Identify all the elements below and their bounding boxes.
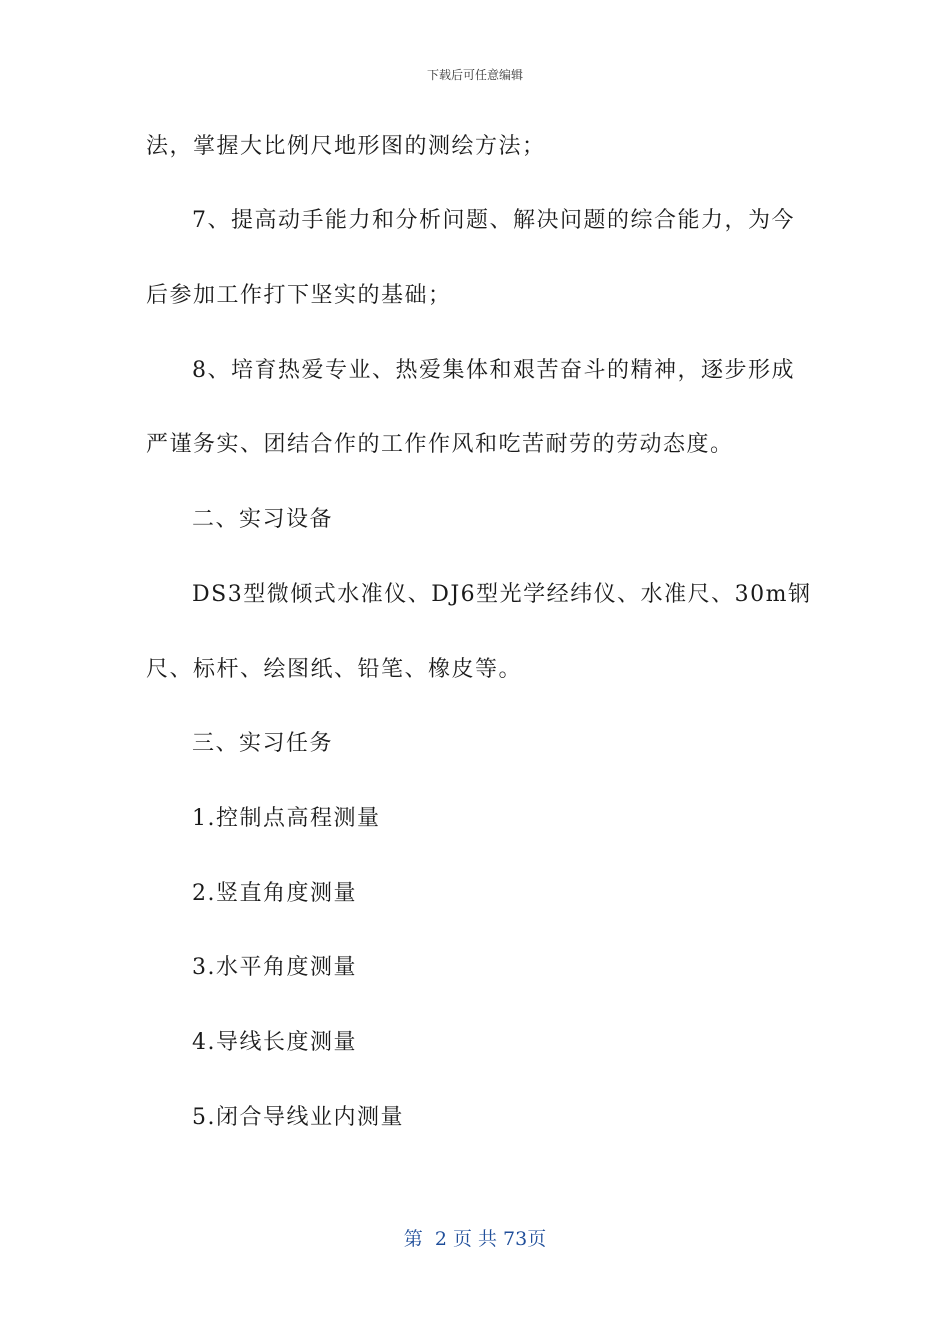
page-header-note: 下载后可任意编辑 bbox=[426, 68, 523, 82]
body-line: 7、提高动手能力和分析问题、解决问题的综合能力，为今 bbox=[192, 208, 795, 233]
body-line: 尺、标杆、绘图纸、铅笔、橡皮等。 bbox=[146, 657, 523, 682]
body-line: DS3型微倾式水准仪、DJ6型光学经纬仪、水准尺、30m钢 bbox=[192, 582, 812, 607]
page-number: 第 2 页 共 73页 bbox=[403, 1228, 547, 1250]
body-line: 8、培育热爱专业、热爱集体和艰苦奋斗的精神，逐步形成 bbox=[192, 358, 795, 383]
list-item: 1.控制点高程测量 bbox=[192, 806, 381, 831]
body-line: 后参加工作打下坚实的基础； bbox=[146, 283, 452, 308]
list-item: 4.导线长度测量 bbox=[192, 1030, 357, 1055]
list-item: 2.竖直角度测量 bbox=[192, 881, 357, 906]
list-item: 5.闭合导线业内测量 bbox=[192, 1105, 404, 1130]
list-item: 3.水平角度测量 bbox=[192, 955, 357, 980]
body-line: 法，掌握大比例尺地形图的测绘方法； bbox=[146, 134, 546, 159]
body-line: 严谨务实、团结合作的工作作风和吃苦耐劳的劳动态度。 bbox=[146, 432, 734, 457]
section-heading: 二、实习设备 bbox=[192, 507, 334, 532]
section-heading: 三、实习任务 bbox=[192, 731, 334, 756]
